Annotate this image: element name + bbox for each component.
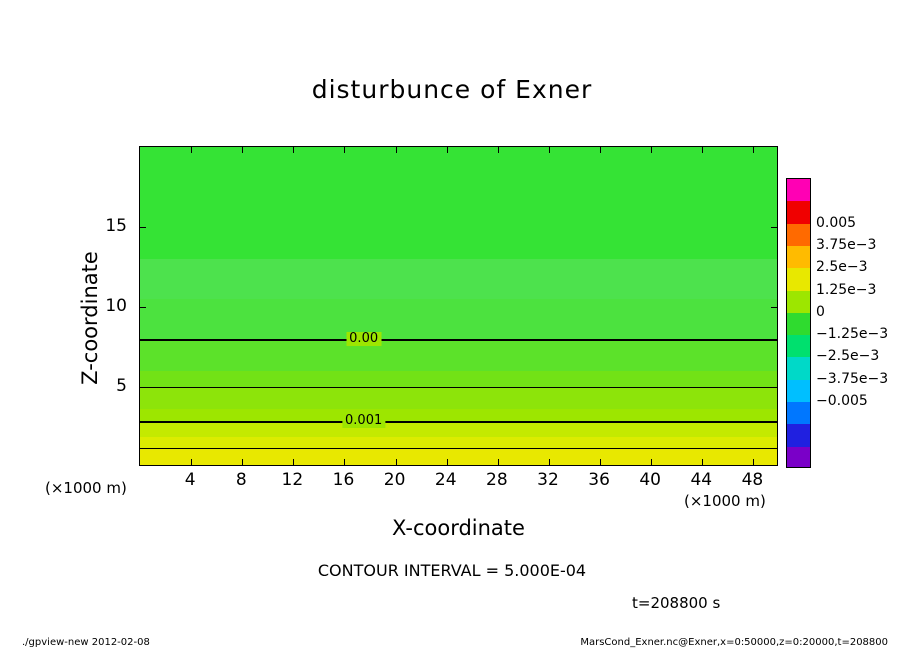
x-tick-label: 28 xyxy=(486,470,508,490)
x-axis-tick xyxy=(600,459,601,465)
colorbar-cell xyxy=(787,357,810,380)
y-tick-label: 10 xyxy=(105,296,127,316)
colorbar-cell xyxy=(787,201,810,224)
x-axis-tick xyxy=(293,459,294,465)
z-axis-units: (×1000 m) xyxy=(45,479,127,497)
colorbar-cell xyxy=(787,224,810,247)
x-axis-tick xyxy=(549,147,550,153)
x-axis-tick xyxy=(191,459,192,465)
colorbar-cell xyxy=(787,380,810,403)
x-axis-tick xyxy=(498,147,499,153)
colorbar-tick-label: −0.005 xyxy=(816,393,868,410)
x-axis-tick xyxy=(447,459,448,465)
x-axis-tick xyxy=(344,459,345,465)
x-tick-label: 32 xyxy=(537,470,559,490)
x-axis-tick xyxy=(600,147,601,153)
x-tick-label: 36 xyxy=(588,470,610,490)
x-axis-tick xyxy=(293,147,294,153)
colorbar-cell xyxy=(787,246,810,269)
colorbar xyxy=(786,178,811,468)
y-axis-tick xyxy=(140,227,146,228)
field-band xyxy=(140,339,777,371)
colorbar-tick-label: 1.25e−3 xyxy=(816,281,877,298)
contour-line xyxy=(140,387,777,388)
y-axis-tick xyxy=(771,307,777,308)
field-band xyxy=(140,299,777,339)
field-band xyxy=(140,437,777,448)
field-band xyxy=(140,147,777,259)
footer-left: ./gpview-new 2012-02-08 xyxy=(22,637,150,648)
x-axis-title: X-coordinate xyxy=(392,516,525,540)
contour-label: 0.001 xyxy=(342,414,385,428)
colorbar-cell xyxy=(787,424,810,447)
x-axis-tick xyxy=(498,459,499,465)
page-title: disturbunce of Exner xyxy=(311,75,593,104)
x-axis-tick xyxy=(651,459,652,465)
field-band xyxy=(140,259,777,299)
field-band xyxy=(140,371,777,387)
time-label: t=208800 s xyxy=(632,594,721,612)
x-axis-units: (×1000 m) xyxy=(684,492,766,510)
colorbar-tick-label: 0.005 xyxy=(816,214,857,231)
field-band xyxy=(140,387,777,409)
x-axis-tick xyxy=(549,459,550,465)
x-axis-tick xyxy=(396,147,397,153)
x-axis-tick xyxy=(242,459,243,465)
plot-area xyxy=(139,146,778,466)
colorbar-cell xyxy=(787,291,810,314)
x-axis-tick xyxy=(191,147,192,153)
field-band xyxy=(140,448,777,466)
colorbar-cell xyxy=(787,268,810,291)
y-tick-label: 15 xyxy=(105,216,127,236)
x-tick-label: 44 xyxy=(690,470,713,490)
colorbar-cell xyxy=(787,402,810,425)
contour-line xyxy=(140,339,777,341)
colorbar-tick-label: −3.75e−3 xyxy=(816,370,889,387)
x-axis-tick xyxy=(242,147,243,153)
field-band xyxy=(140,409,777,420)
x-tick-label: 24 xyxy=(434,470,457,490)
x-axis-tick xyxy=(447,147,448,153)
field-bands xyxy=(140,147,777,465)
y-axis-tick xyxy=(771,227,777,228)
field-band xyxy=(140,421,777,437)
x-tick-label: 20 xyxy=(383,470,406,490)
x-axis-tick xyxy=(702,147,703,153)
x-axis-tick xyxy=(753,459,754,465)
y-axis-title: Z-coordinate xyxy=(78,251,102,385)
x-axis-tick xyxy=(651,147,652,153)
colorbar-cell xyxy=(787,335,810,358)
contour-label: 0.00 xyxy=(346,332,381,346)
x-axis-tick xyxy=(344,147,345,153)
colorbar-tick-label: −2.5e−3 xyxy=(816,348,880,365)
y-axis-tick xyxy=(140,307,146,308)
y-axis-tick xyxy=(140,387,146,388)
x-tick-label: 8 xyxy=(235,470,247,490)
colorbar-tick-label: 3.75e−3 xyxy=(816,236,877,253)
x-tick-label: 12 xyxy=(281,470,304,490)
colorbar-cell xyxy=(787,179,810,202)
colorbar-tick-label: −1.25e−3 xyxy=(816,326,889,343)
x-axis-tick xyxy=(396,459,397,465)
x-tick-label: 4 xyxy=(184,470,196,490)
colorbar-tick-label: 2.5e−3 xyxy=(816,259,868,276)
contour-interval-label: CONTOUR INTERVAL = 5.000E-04 xyxy=(317,561,587,580)
contour-line xyxy=(140,421,777,423)
x-tick-label: 16 xyxy=(332,470,355,490)
colorbar-cell xyxy=(787,447,810,468)
x-tick-label: 48 xyxy=(741,470,764,490)
x-axis-tick xyxy=(702,459,703,465)
x-tick-label: 40 xyxy=(639,470,662,490)
footer-right: MarsCond_Exner.nc@Exner,x=0:50000,z=0:20000,t=208800 xyxy=(580,637,888,648)
x-axis-tick xyxy=(753,147,754,153)
y-axis-tick xyxy=(771,387,777,388)
colorbar-cell xyxy=(787,313,810,336)
colorbar-tick-label: 0 xyxy=(816,303,825,320)
y-tick-label: 5 xyxy=(116,376,127,396)
contour-line xyxy=(140,448,777,449)
